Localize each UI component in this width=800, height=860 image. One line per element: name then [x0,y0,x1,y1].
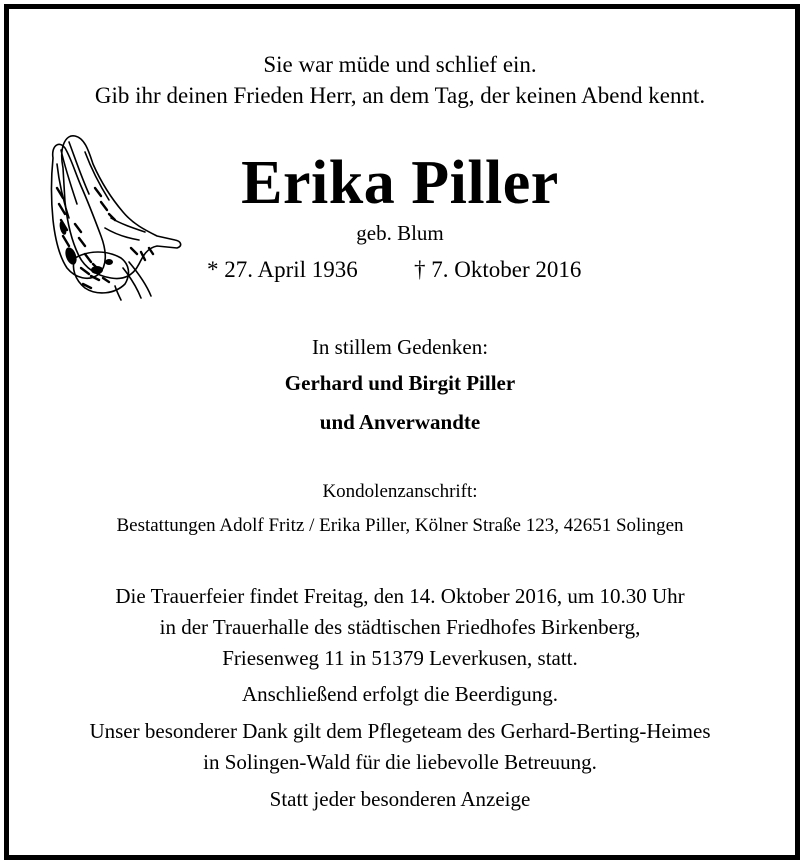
death-date: † 7. Oktober 2016 [414,257,582,282]
mourner-relatives: und Anverwandte [319,410,481,434]
funeral-line-2: in der Trauerhalle des städtischen Friedhofes Birkenberg, [159,615,641,639]
condolence-address: Bestattungen Adolf Fritz / Erika Piller, Kölner Straße 123, 42651 Solingen [116,515,684,536]
mourning-intro: In stillem Gedenken: [311,335,489,359]
verse-line-1: Sie war müde und schlief ein. [263,52,537,77]
closing-note: Statt jeder besonderen Anzeige [269,787,531,811]
thanks-line-2: in Solingen-Wald für die liebevolle Betreuung. [203,750,597,774]
birth-date: * 27. April 1936 [207,257,358,282]
mourner-family: Gerhard und Birgit Piller [284,371,516,395]
deceased-name: Erika Piller [241,149,559,217]
thanks-line-1: Unser besonderer Dank gilt dem Pflegeteam des Gerhard-Berting-Heimes [89,719,711,743]
condolence-label: Kondolenzanschrift: [322,481,478,502]
burial-notice: Anschließend erfolgt die Beerdigung. [241,682,559,706]
verse-line-2: Gib ihr deinen Frieden Herr, an dem Tag, der keinen Abend kennt. [94,83,706,108]
funeral-line-1: Die Trauerfeier findet Freitag, den 14. Oktober 2016, um 10.30 Uhr [115,584,685,608]
funeral-line-3: Friesenweg 11 in 51379 Leverkusen, statt. [222,646,578,670]
maiden-name: geb. Blum [356,221,444,245]
